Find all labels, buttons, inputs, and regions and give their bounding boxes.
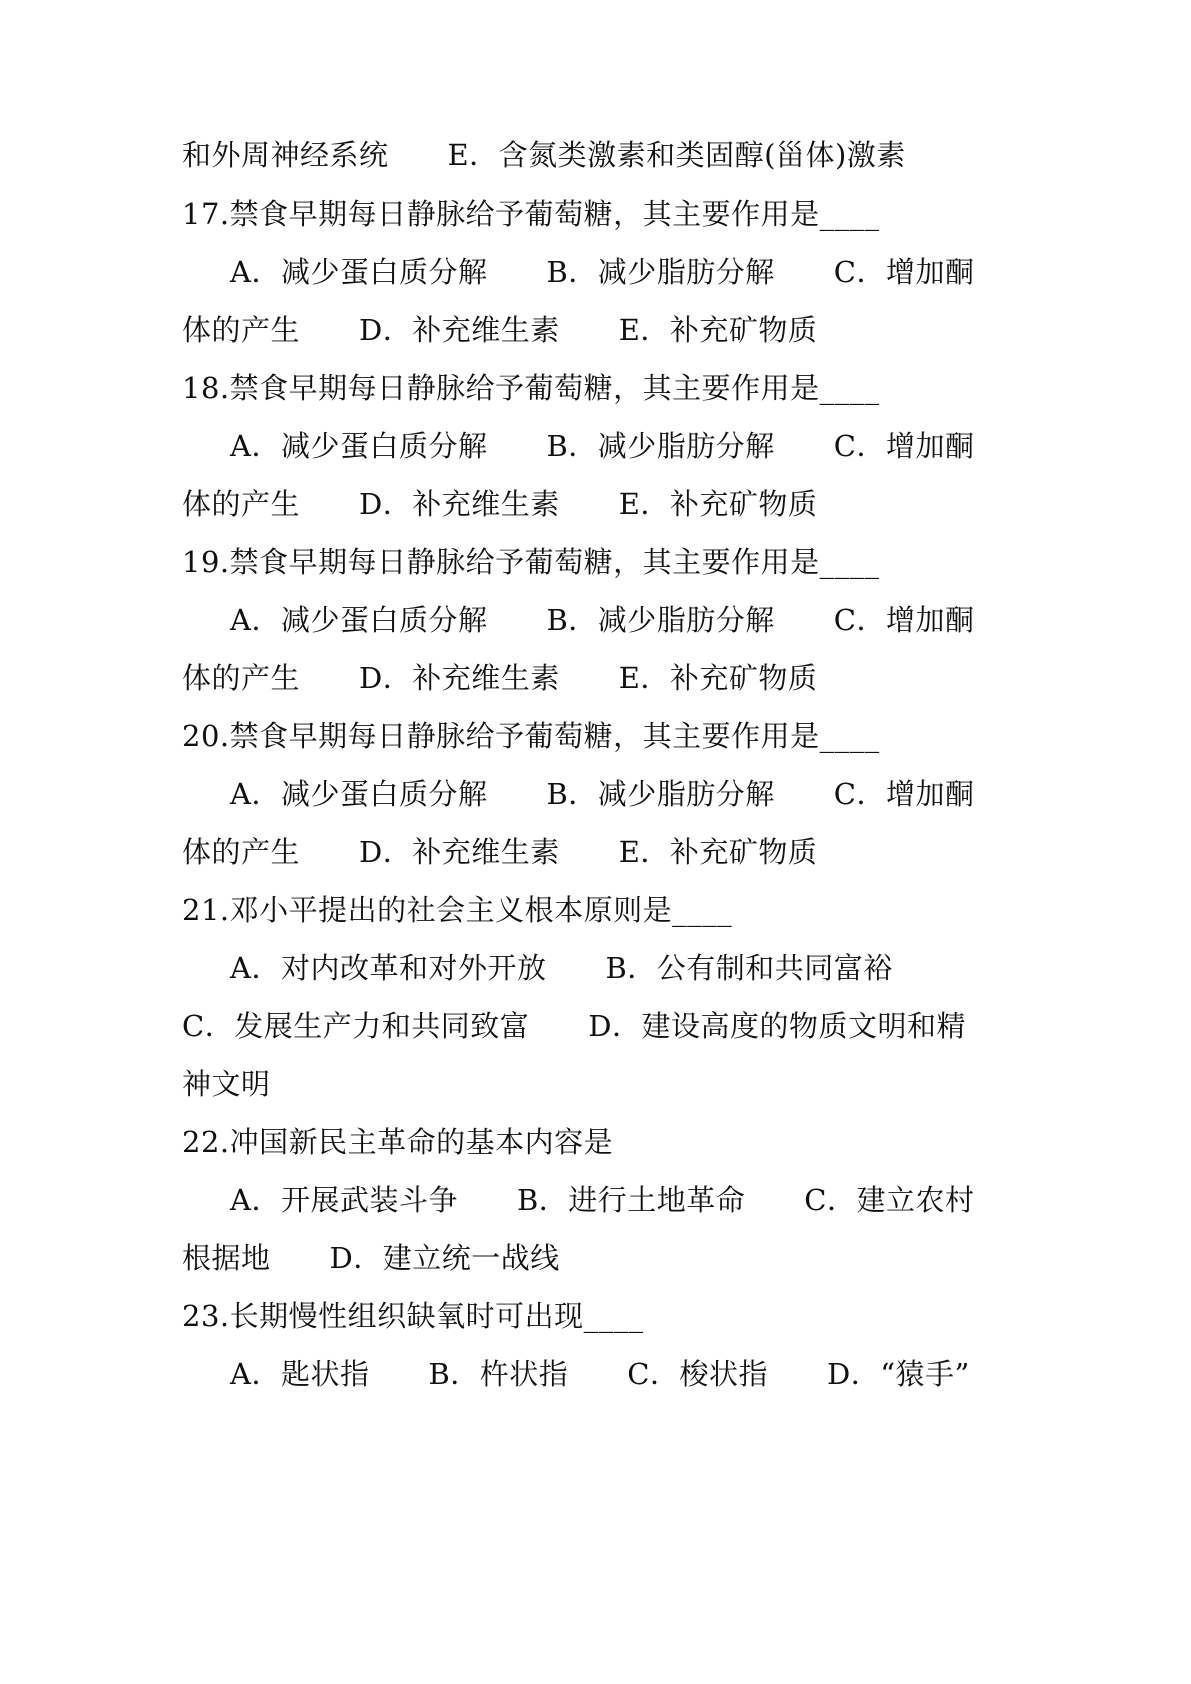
question-22-options-line-1: A．开展武装斗争 B．进行土地革命 C．建立农村: [230, 1183, 975, 1217]
question-22-options-line-2: 根据地 D．建立统一战线: [182, 1241, 560, 1275]
question-20-options-line-2: 体的产生 D．补充维生素 E．补充矿物质: [182, 835, 818, 869]
question-20: 20.禁食早期每日静脉给予葡萄糖，其主要作用是____: [182, 719, 880, 753]
question-21-options-line-3: 神文明: [182, 1067, 271, 1101]
question-23-options-line-1: A．匙状指 B．杵状指 C．梭状指 D．“猿手”: [230, 1357, 970, 1391]
question-18: 18.禁食早期每日静脉给予葡萄糖，其主要作用是____: [182, 371, 880, 405]
question-18-options-line-2: 体的产生 D．补充维生素 E．补充矿物质: [182, 487, 818, 521]
question-21: 21.邓小平提出的社会主义根本原则是____: [182, 893, 733, 927]
question-23: 23.长期慢性组织缺氧时可出现____: [182, 1299, 644, 1333]
question-17-options-line-2: 体的产生 D．补充维生素 E．补充矿物质: [182, 313, 818, 347]
question-21-options-line-1: A．对内改革和对外开放 B．公有制和共同富裕: [230, 951, 893, 985]
question-19-options-line-1: A．减少蛋白质分解 B．减少脂肪分解 C．增加酮: [230, 603, 975, 637]
text-line-continuation: 和外周神经系统 E．含氮类激素和类固醇(甾体)激素: [182, 138, 906, 172]
question-17: 17.禁食早期每日静脉给予葡萄糖，其主要作用是____: [182, 197, 880, 231]
question-19-options-line-2: 体的产生 D．补充维生素 E．补充矿物质: [182, 661, 818, 695]
question-21-options-line-2: C．发展生产力和共同致富 D．建设高度的物质文明和精: [182, 1009, 966, 1043]
question-18-options-line-1: A．减少蛋白质分解 B．减少脂肪分解 C．增加酮: [230, 429, 975, 463]
question-19: 19.禁食早期每日静脉给予葡萄糖，其主要作用是____: [182, 545, 880, 579]
question-22: 22.冲国新民主革命的基本内容是: [182, 1125, 614, 1159]
question-17-options-line-1: A．减少蛋白质分解 B．减少脂肪分解 C．增加酮: [230, 255, 975, 289]
question-20-options-line-1: A．减少蛋白质分解 B．减少脂肪分解 C．增加酮: [230, 777, 975, 811]
